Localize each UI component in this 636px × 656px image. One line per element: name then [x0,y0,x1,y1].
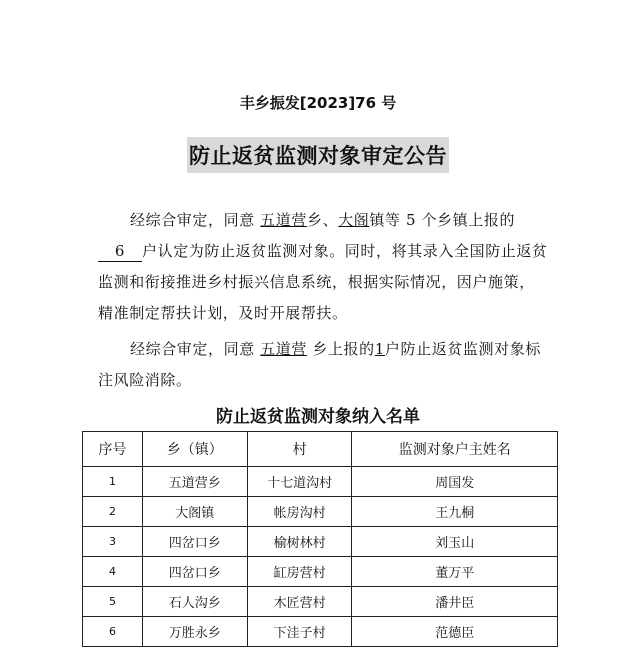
cell-village: 木匠营村 [247,587,352,617]
cell-householder: 范德臣 [352,617,558,647]
cell-householder: 潘井臣 [352,587,558,617]
p1-text-2: 乡、 [306,211,339,229]
p2-household-count: 1 [374,340,385,358]
table-row [83,617,558,647]
cell-householder: 刘玉山 [352,527,558,557]
cell-village: 缸房营村 [247,557,352,587]
p1-text-1: 经综合审定，同意 [130,211,261,229]
cell-village: 帐房沟村 [247,497,352,527]
header-village: 村 [247,432,352,467]
cell-town: 四岔口乡 [142,557,247,587]
cell-householder: 王九桐 [352,497,558,527]
cell-town: 大阁镇 [142,497,247,527]
cell-village: 榆树林村 [247,527,352,557]
table-row [83,467,558,497]
header-index: 序号 [83,432,143,467]
cell-index: 5 [83,587,143,617]
table-header-row [83,432,558,467]
p1-town-2: 大阁 [338,211,370,229]
p1-town-1: 五道营 [260,211,307,229]
table-row [83,587,558,617]
header-town: 乡（镇） [142,432,247,467]
cell-town: 四岔口乡 [142,527,247,557]
paragraph-approval [98,205,550,329]
table-row [83,557,558,587]
document-title: 防止返贫监测对象审定公告 [187,137,449,173]
p1-text-3: 镇等 5 个乡镇上报的 [369,211,516,229]
cell-index: 6 [83,617,143,647]
cell-village: 十七道沟村 [247,467,352,497]
p2-text-3: 户防止返贫监测对象标注风险消除。 [98,340,541,389]
cell-householder: 董万平 [352,557,558,587]
document-number: 丰乡振发[2023]76 号 [239,94,397,112]
monitoring-list-table [82,431,558,647]
cell-town: 石人沟乡 [142,587,247,617]
cell-index: 4 [83,557,143,587]
table-row [83,527,558,557]
table-row [83,497,558,527]
p1-text-4: 户认定为防止返贫监测对象。同时，将其录入全国防止返贫监测和衔接推进乡村振兴信息系统，根据实际情况，因户施策，精准制定帮扶计划，及时开展帮扶。 [98,242,548,322]
cell-town: 五道营乡 [142,467,247,497]
p2-text-2: 乡上报的 [306,340,375,358]
p2-town: 五道营 [260,340,307,358]
cell-town: 万胜永乡 [142,617,247,647]
cell-index: 3 [83,527,143,557]
title-wrapper [0,137,636,173]
header-householder: 监测对象户主姓名 [352,432,558,467]
cell-householder: 周国发 [352,467,558,497]
paragraph-risk-removal [98,334,550,396]
table-title: 防止返贫监测对象纳入名单 [216,407,420,427]
p1-household-count: 6 [98,241,142,262]
cell-index: 1 [83,467,143,497]
cell-village: 下洼子村 [247,617,352,647]
cell-index: 2 [83,497,143,527]
p2-text-1: 经综合审定，同意 [130,340,261,358]
